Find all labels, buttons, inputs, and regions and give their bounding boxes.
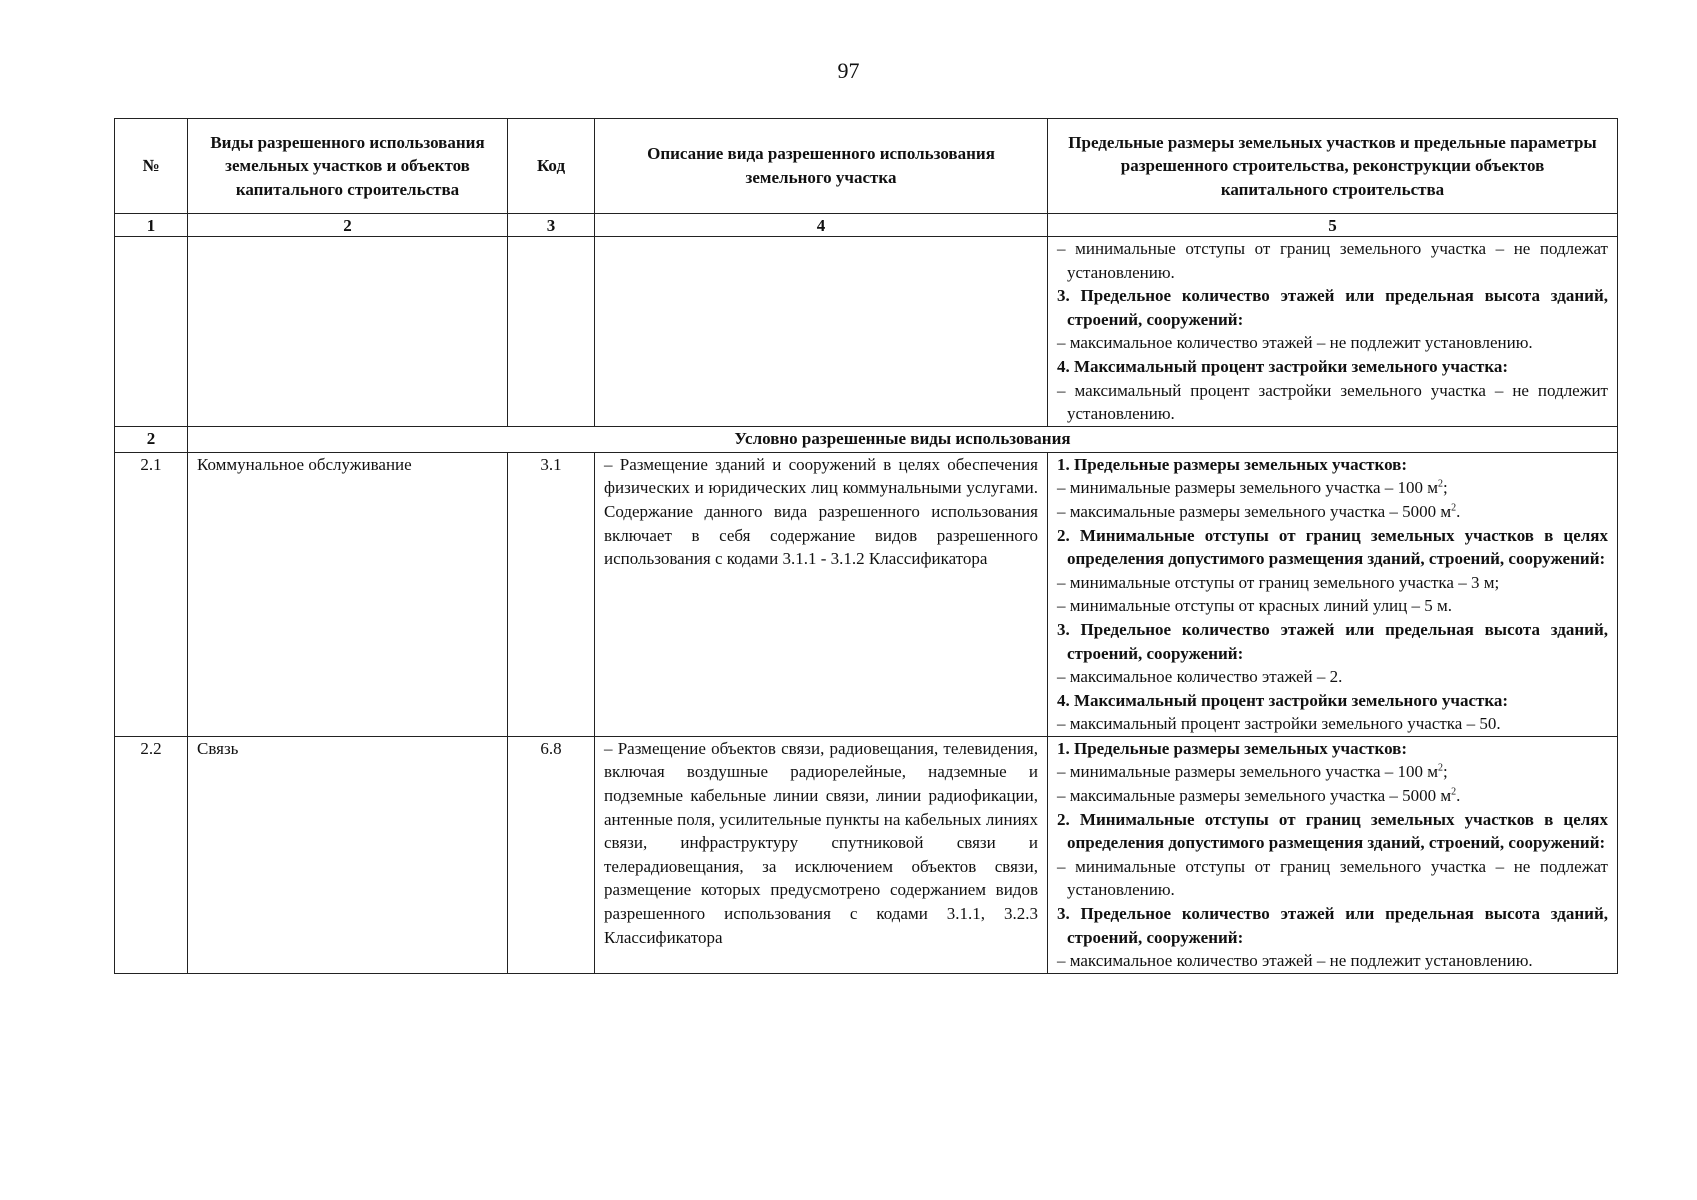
column-number-2: 2	[188, 214, 508, 237]
column-number-4: 4	[595, 214, 1048, 237]
table-header	[115, 119, 1618, 237]
column-numbers-row	[115, 214, 1618, 237]
row-description: – Размещение объектов связи, радиовещания, телевидения, включая воздушные радиорелейные, надземные и подземные кабельные линии связи, линии радиофикации, антенные поля, усилительные пункты на кабельных линиях связи, инфраструктуру спутниковой связи и телерадиовещания, за исключением объектов связи, размещение которых предусмотрено содержанием видов разрешенного использования с кодами 3.1.1, 3.2.3 Классификатора	[595, 736, 1048, 973]
superscript: 2	[1451, 786, 1457, 798]
row-code: 3.1	[508, 452, 595, 736]
column-number-3: 3	[508, 214, 595, 237]
row-no: 2.2	[115, 736, 188, 973]
table-row	[115, 452, 1618, 736]
continuation-no	[115, 237, 188, 427]
row-description: – Размещение зданий и сооружений в целях обеспечения физических и юридических лиц коммунальными услугами. Содержание данного вида разрешенного использования включает в себя содержание видов разрешенного использования с кодами 3.1.1 - 3.1.2 Классификатора	[595, 452, 1048, 736]
limit-heading: 3. Предельное количество этажей или предельная высота зданий, строений, сооружений:	[1057, 904, 1608, 947]
limit-heading: 1. Предельные размеры земельных участков:	[1057, 454, 1408, 474]
header-code: Код	[508, 119, 595, 214]
row-kind: Коммунальное обслуживание	[188, 452, 508, 736]
section-row	[115, 426, 1618, 452]
limit-heading: 2. Минимальные отступы от границ земельных участков в целях определения допустимого размещения зданий, строений, сооружений:	[1057, 525, 1608, 569]
section-title: Условно разрешенные виды использования	[188, 426, 1618, 452]
continuation-description	[595, 237, 1048, 427]
limit-line: – максимальный процент застройки земельного участка – не подлежит установлению.	[1057, 380, 1608, 424]
header-kinds: Виды разрешенного использования земельных участков и объектов капитального строительства	[188, 119, 508, 214]
limit-heading: 2. Минимальные отступы от границ земельных участков в целях определения допустимого размещения зданий, строений, сооружений:	[1057, 809, 1608, 853]
continuation-row	[115, 237, 1618, 427]
limit-line: – минимальные отступы от границ земельного участка – не подлежат установлению.	[1057, 239, 1608, 282]
row-limits	[1048, 452, 1618, 736]
row-limits	[1048, 736, 1618, 973]
header-no: №	[115, 119, 188, 214]
limit-heading: 4. Максимальный процент застройки земельного участка:	[1057, 690, 1509, 710]
row-no: 2.1	[115, 452, 188, 736]
limit-line: – минимальные отступы от границ земельного участка – не подлежат установлению.	[1057, 856, 1608, 900]
header-row	[115, 119, 1618, 214]
limit-line: – минимальные отступы от границ земельного участка – 3 м;	[1057, 572, 1500, 592]
column-number-1: 1	[115, 214, 188, 237]
section-no: 2	[115, 426, 188, 452]
page-number: 97	[837, 58, 860, 83]
superscript: 2	[1438, 762, 1444, 774]
limit-line: – максимальные размеры земельного участка – 5000 $м^2$.	[1057, 501, 1461, 521]
limit-heading: 4. Максимальный процент застройки земельного участка:	[1057, 356, 1509, 376]
column-number-5: 5	[1048, 214, 1618, 237]
limit-line: – максимальный процент застройки земельного участка – 50.	[1057, 714, 1501, 734]
limit-heading: 3. Предельное количество этажей или предельная высота зданий, строений, сооружений:	[1057, 619, 1608, 663]
limit-line: – минимальные размеры земельного участка – 100 $м^2$;	[1057, 762, 1448, 782]
superscript: 2	[1451, 502, 1457, 514]
limit-heading: 1. Предельные размеры земельных участков:	[1057, 738, 1408, 758]
limit-line: – максимальное количество этажей – не подлежит установлению.	[1057, 951, 1533, 971]
limit-heading: 3. Предельное количество этажей или предельная высота зданий, строений, сооружений:	[1057, 286, 1608, 329]
continuation-limits	[1048, 237, 1618, 427]
header-limits: Предельные размеры земельных участков и предельные параметры разрешенного строительства, реконструкции объектов капитального строительства	[1048, 119, 1618, 214]
table-row	[115, 736, 1618, 973]
limit-line: – максимальное количество этажей – не подлежит установлению.	[1057, 333, 1533, 353]
limit-line: – минимальные размеры земельного участка – 100 $м^2$;	[1057, 478, 1448, 498]
continuation-code	[508, 237, 595, 427]
header-description: Описание вида разрешенного использования земельного участка	[595, 119, 1048, 214]
row-code: 6.8	[508, 736, 595, 973]
limit-line: – минимальные отступы от красных линий улиц – 5 м.	[1057, 596, 1453, 616]
continuation-kind	[188, 237, 508, 427]
land-use-table	[114, 118, 1618, 974]
limit-line: – максимальное количество этажей – 2.	[1057, 667, 1343, 687]
superscript: 2	[1438, 478, 1444, 490]
limit-line: – максимальные размеры земельного участка – 5000 $м^2$.	[1057, 786, 1461, 806]
row-kind: Связь	[188, 736, 508, 973]
